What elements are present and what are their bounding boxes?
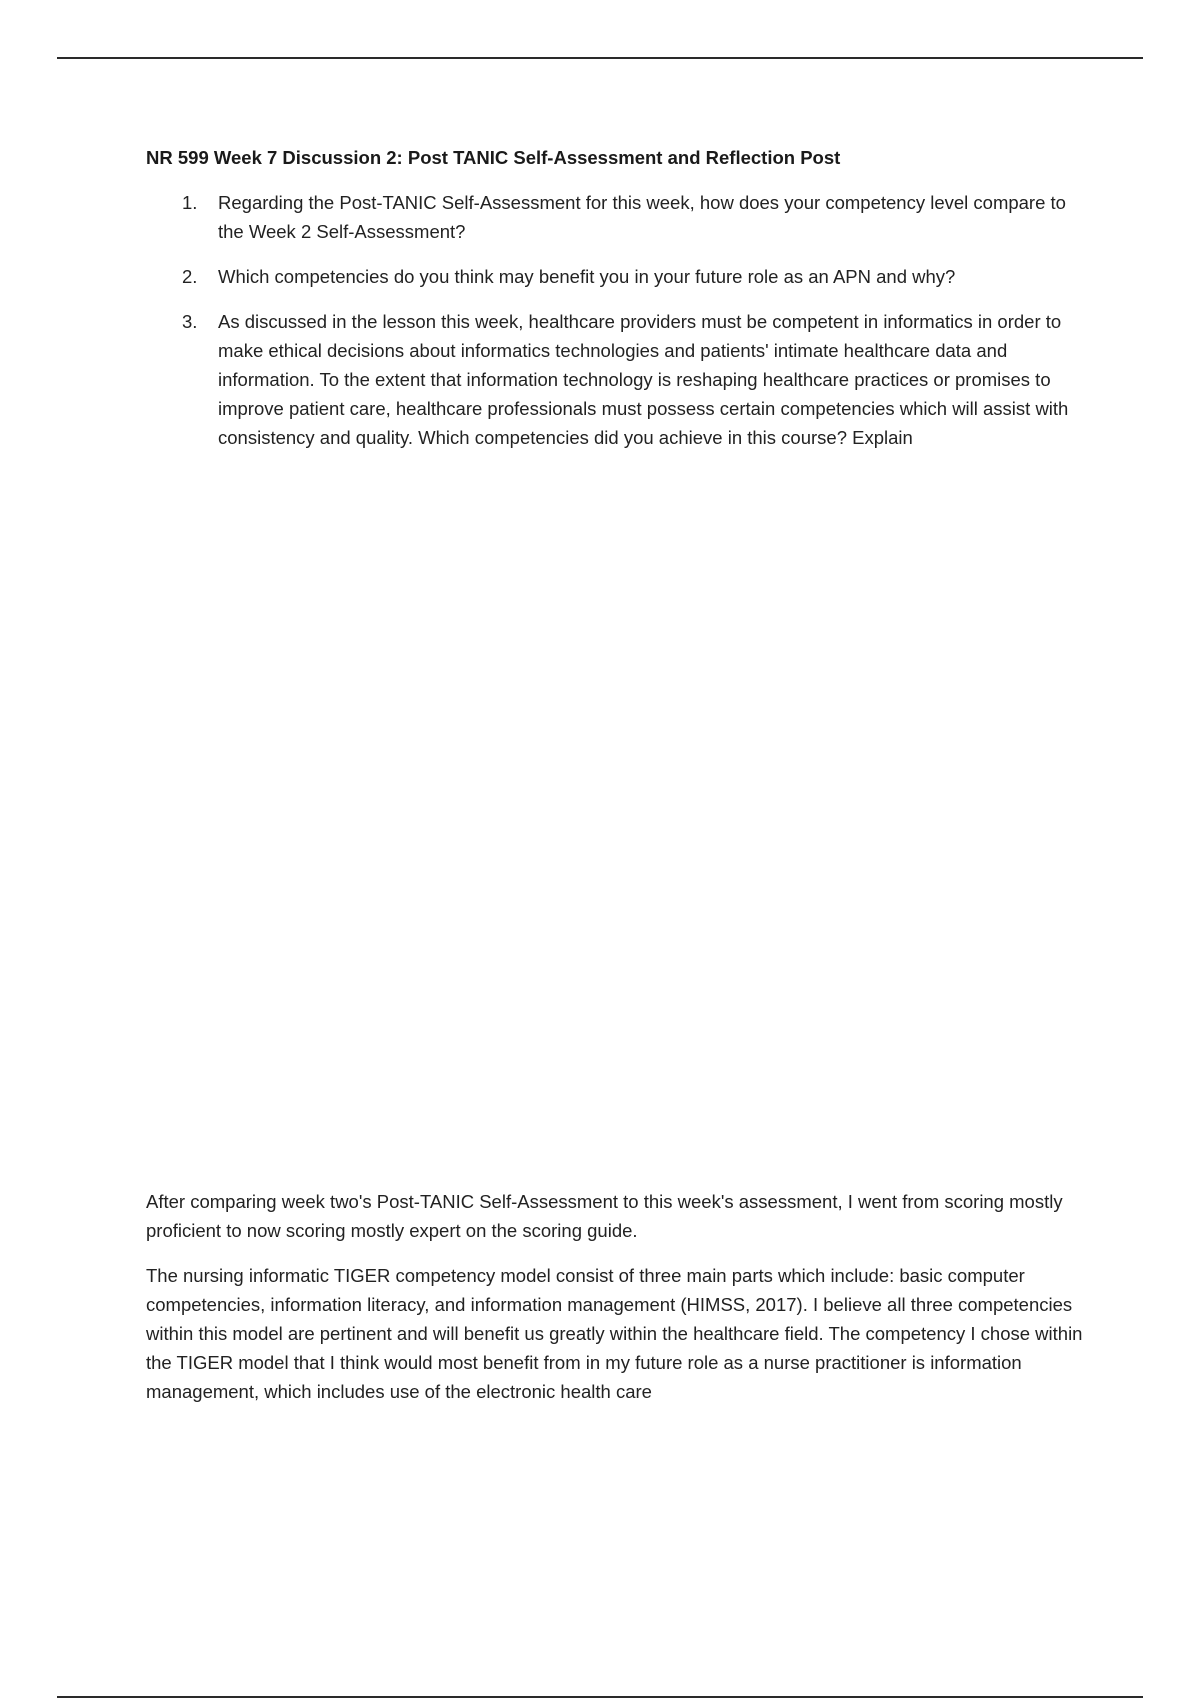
question-item — [146, 262, 1094, 291]
bottom-rule — [57, 1696, 1143, 1698]
top-rule — [57, 57, 1143, 59]
document-title: NR 599 Week 7 Discussion 2: Post TANIC Self-Assessment and Reflection Post — [146, 147, 841, 168]
question-item — [146, 188, 1094, 246]
question-number: 1. — [182, 192, 198, 213]
question-text: As discussed in the lesson this week, healthcare providers must be competent in informatics in order to make ethical decisions about informatics technologies and patients' intimate healthcare data and information. To the extent that information technology is reshaping healthcare practices or promises to improve patient care, healthcare professionals must possess certain competencies which will assist with consistency and quality. Which competencies did you achieve in this course? Explain — [218, 311, 1069, 448]
question-number: 2. — [182, 266, 198, 287]
question-text: Which competencies do you think may benefit you in your future role as an APN and why? — [218, 266, 956, 287]
question-item — [146, 307, 1094, 452]
question-list — [146, 188, 1094, 452]
answers-section — [146, 1187, 1094, 1422]
question-text: Regarding the Post-TANIC Self-Assessment for this week, how does your competency level compare to the Week 2 Self-Assessment? — [218, 192, 1066, 242]
question-number: 3. — [182, 311, 198, 332]
questions-section — [146, 143, 1094, 468]
answer-paragraph: The nursing informatic TIGER competency model consist of three main parts which include: basic computer competencies, information literacy, and information management (HIMSS, 2017). I believe all three competencies within this model are pertinent and will benefit us greatly within the healthcare field. The competency I chose within the TIGER model that I think would most benefit from in my future role as a nurse practitioner is information management, which includes use of the electronic health care — [146, 1265, 1083, 1402]
answer-paragraph: After comparing week two's Post-TANIC Self-Assessment to this week's assessment, I went from scoring mostly proficient to now scoring mostly expert on the scoring guide. — [146, 1191, 1063, 1241]
